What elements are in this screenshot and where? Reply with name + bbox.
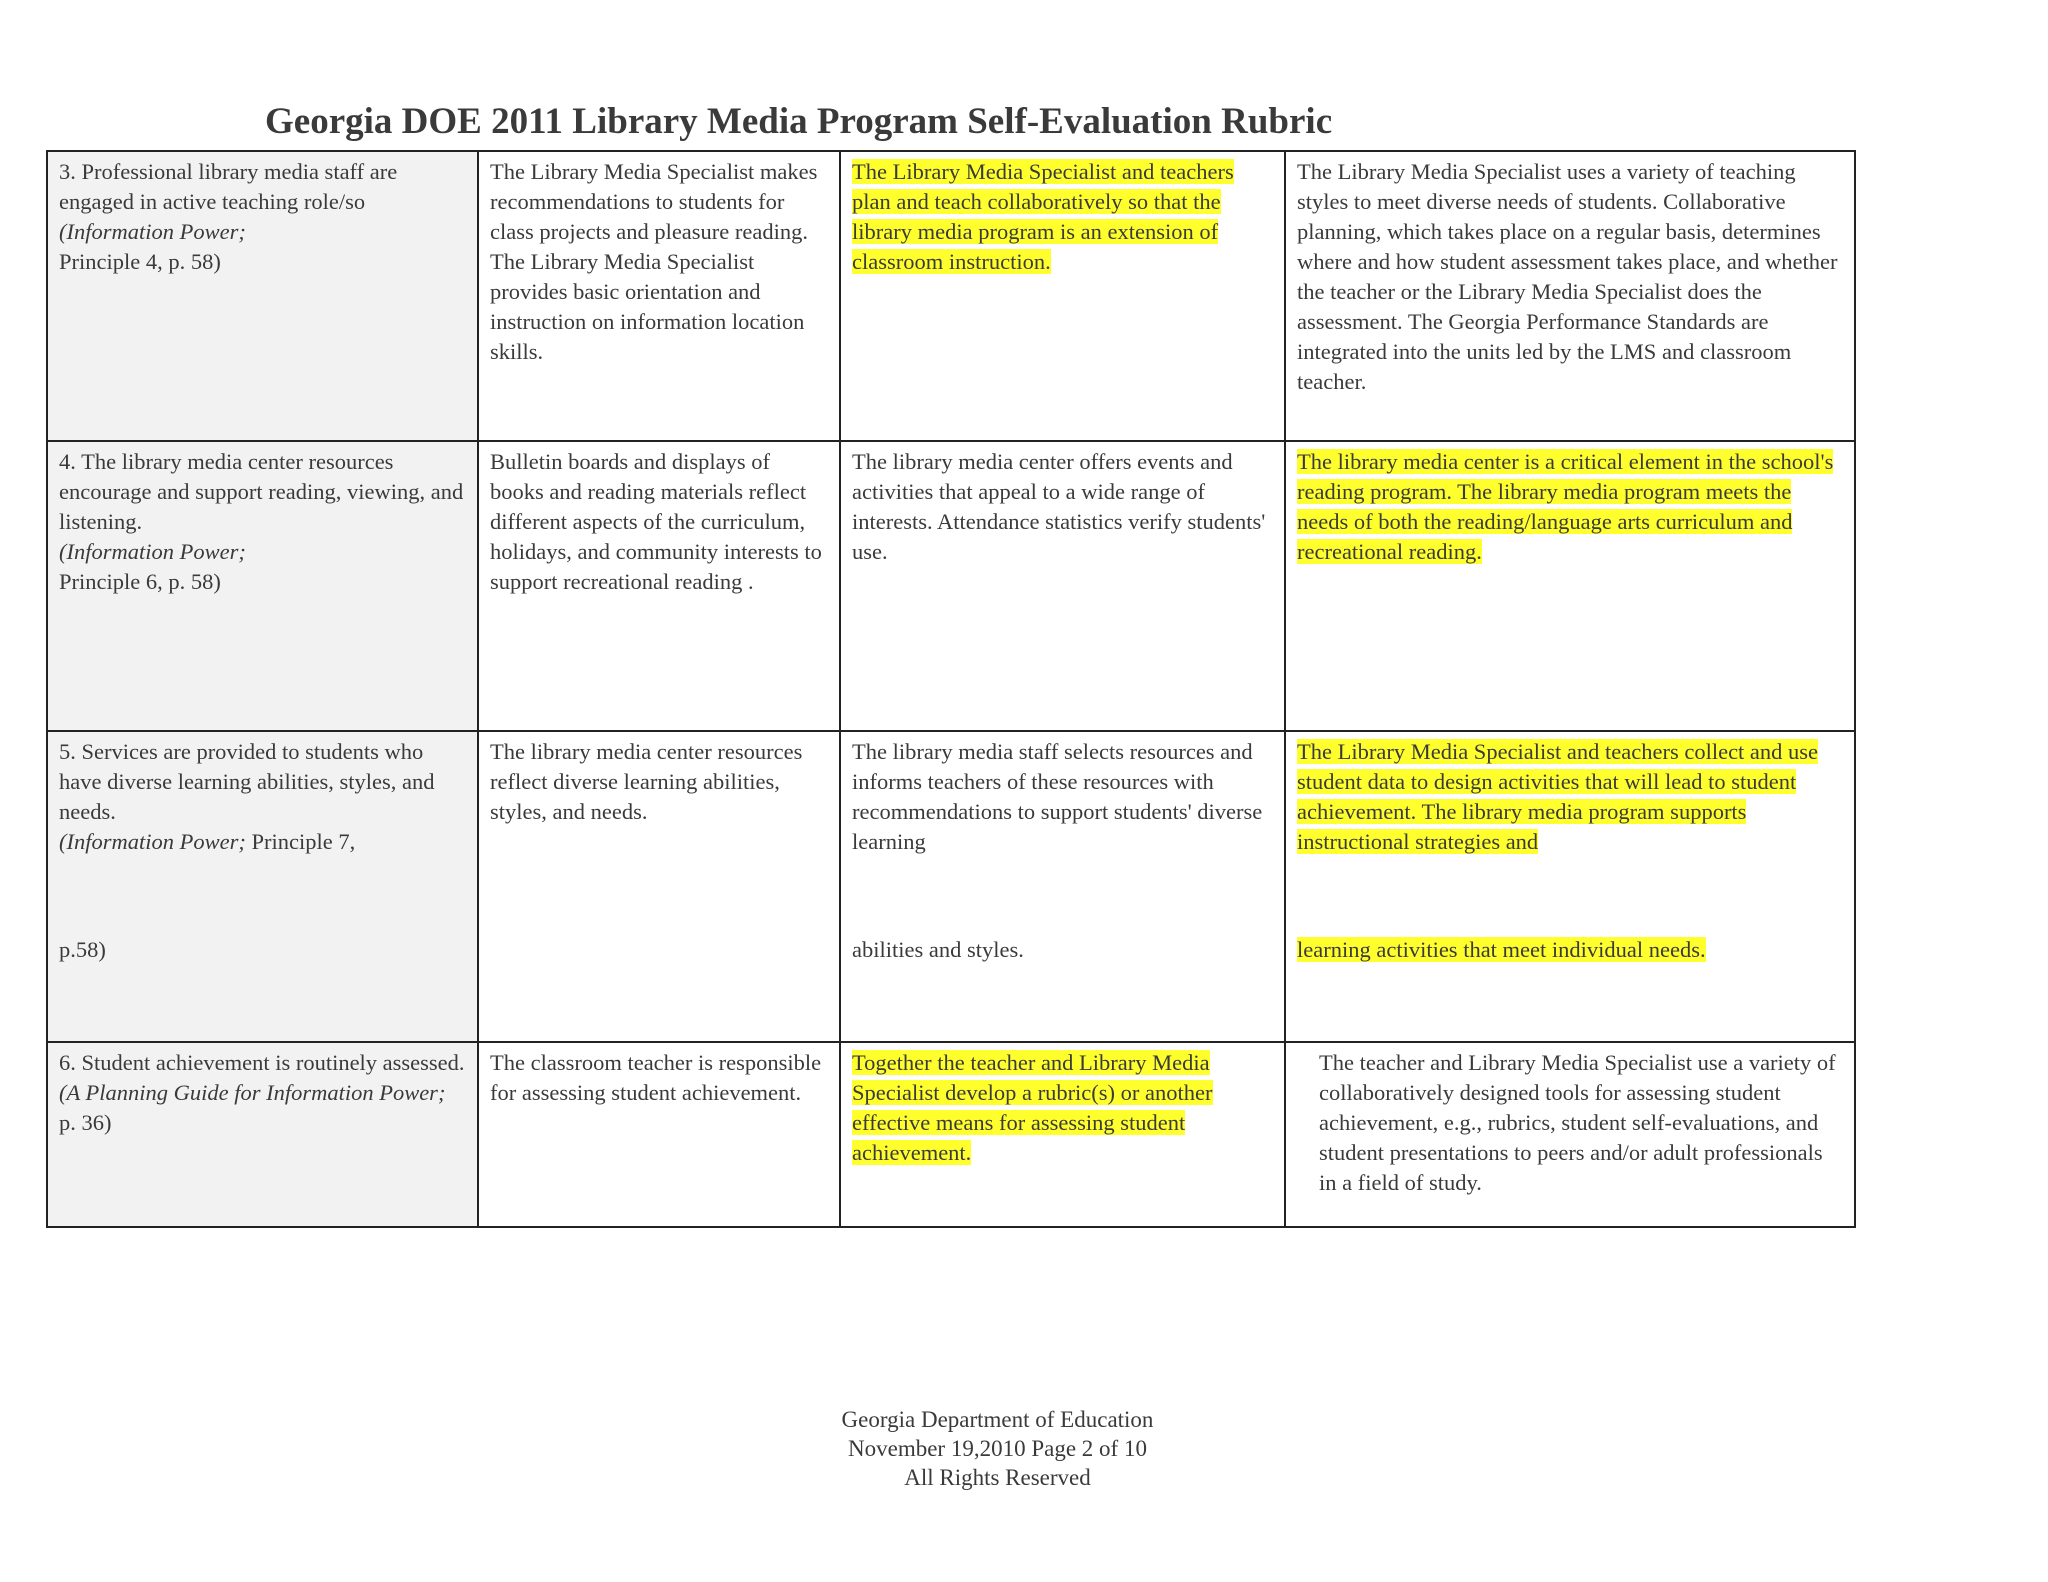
proficient-cell <box>840 151 1285 441</box>
proficient-cell <box>840 1042 1285 1227</box>
document-title: Georgia DOE 2011 Library Media Program Self-Evaluation Rubric <box>265 101 1333 142</box>
basic-cell <box>478 1042 840 1227</box>
basic-text: Bulletin boards and displays of books and reading materials reflect different aspects of the curriculum, holidays, and community interests to support recreational reading . <box>490 449 822 594</box>
criterion-citation-end: p.58) <box>59 937 106 962</box>
criterion-citation-rest: Principle 4, p. 58) <box>59 249 221 274</box>
page-footer <box>0 1405 1995 1492</box>
criterion-citation: (Information Power; <box>59 219 246 244</box>
exemplary-cell <box>1285 1042 1855 1227</box>
criterion-citation-rest: Principle 6, p. 58) <box>59 569 221 594</box>
criterion-citation: (A Planning Guide for Information Power; <box>59 1080 446 1105</box>
basic-text: The classroom teacher is responsible for assessing student achievement. <box>490 1050 822 1105</box>
criterion-citation-rest: p. 36) <box>59 1110 112 1135</box>
proficient-cell <box>840 731 1285 1042</box>
rubric-table <box>46 150 1856 1228</box>
exemplary-text: The teacher and Library Media Specialist use a variety of collaboratively designed tools for assessing student achievement, e.g., rubrics, student self-evaluations, and student presentations to peers and/or adult professionals in a field of study. <box>1319 1050 1836 1195</box>
table-row <box>47 151 1855 441</box>
criterion-text: 5. Services are provided to students who have diverse learning abilities, styles, and needs. <box>59 739 435 824</box>
exemplary-cell <box>1285 731 1855 1042</box>
footer-rights: All Rights Reserved <box>904 1465 1091 1490</box>
basic-cell <box>478 441 840 731</box>
proficient-text: The library media center offers events and activities that appeal to a wide range of interests. Attendance statistics verify students' use. <box>852 449 1266 564</box>
exemplary-text: The Library Media Specialist and teachers collect and use student data to design activities that will lead to student achievement. The library media program supports instructional strategies and <box>1297 739 1819 854</box>
basic-text: The library media center resources reflect diverse learning abilities, styles, and needs. <box>490 739 803 824</box>
exemplary-text: The Library Media Specialist uses a variety of teaching styles to meet diverse needs of students. Collaborative planning, which takes place on a regular basis, determines where and how student assessment takes place, and whether the teacher or the Library Media Specialist does the assessment. The Georgia Performance Standards are integrated into the units led by the LMS and classroom teacher. <box>1297 159 1838 394</box>
proficient-text: The library media staff selects resources and informs teachers of these resources with recommendations to support students' diverse learning <box>852 739 1263 854</box>
basic-text: The Library Media Specialist makes recommendations to students for class projects and pleasure reading. The Library Media Specialist provides basic orientation and instruction on information location skills. <box>490 159 818 364</box>
exemplary-cell <box>1285 441 1855 731</box>
criterion-cell <box>47 1042 478 1227</box>
criterion-citation: (Information Power; <box>59 539 246 564</box>
criterion-text: 4. The library media center resources encourage and support reading, viewing, and listening. <box>59 449 464 534</box>
criterion-cell <box>47 151 478 441</box>
basic-cell <box>478 731 840 1042</box>
exemplary-cell <box>1285 151 1855 441</box>
criterion-citation: (Information Power; <box>59 829 246 854</box>
footer-date-page: November 19,2010 Page 2 of 10 <box>848 1436 1147 1461</box>
proficient-text: The Library Media Specialist and teachers plan and teach collaboratively so that the library media program is an extension of classroom instruction. <box>852 159 1234 274</box>
table-row <box>47 1042 1855 1227</box>
proficient-text: Together the teacher and Library Media Specialist develop a rubric(s) or another effective means for assessing student achievement. <box>852 1050 1213 1165</box>
criterion-cell <box>47 441 478 731</box>
proficient-cell <box>840 441 1285 731</box>
criterion-text: 3. Professional library media staff are engaged in active teaching role/so <box>59 159 398 214</box>
proficient-text-end: abilities and styles. <box>852 937 1024 962</box>
footer-organization: Georgia Department of Education <box>841 1407 1154 1432</box>
criterion-citation-rest: Principle 7, <box>245 829 356 854</box>
table-row <box>47 441 1855 731</box>
basic-cell <box>478 151 840 441</box>
table-row <box>47 731 1855 1042</box>
exemplary-text: The library media center is a critical element in the school's reading program. The library media program meets the needs of both the reading/language arts curriculum and recreational reading. <box>1297 449 1834 564</box>
criterion-cell <box>47 731 478 1042</box>
criterion-text: 6. Student achievement is routinely assessed. <box>59 1050 465 1075</box>
exemplary-text-end: learning activities that meet individual needs. <box>1297 937 1706 962</box>
